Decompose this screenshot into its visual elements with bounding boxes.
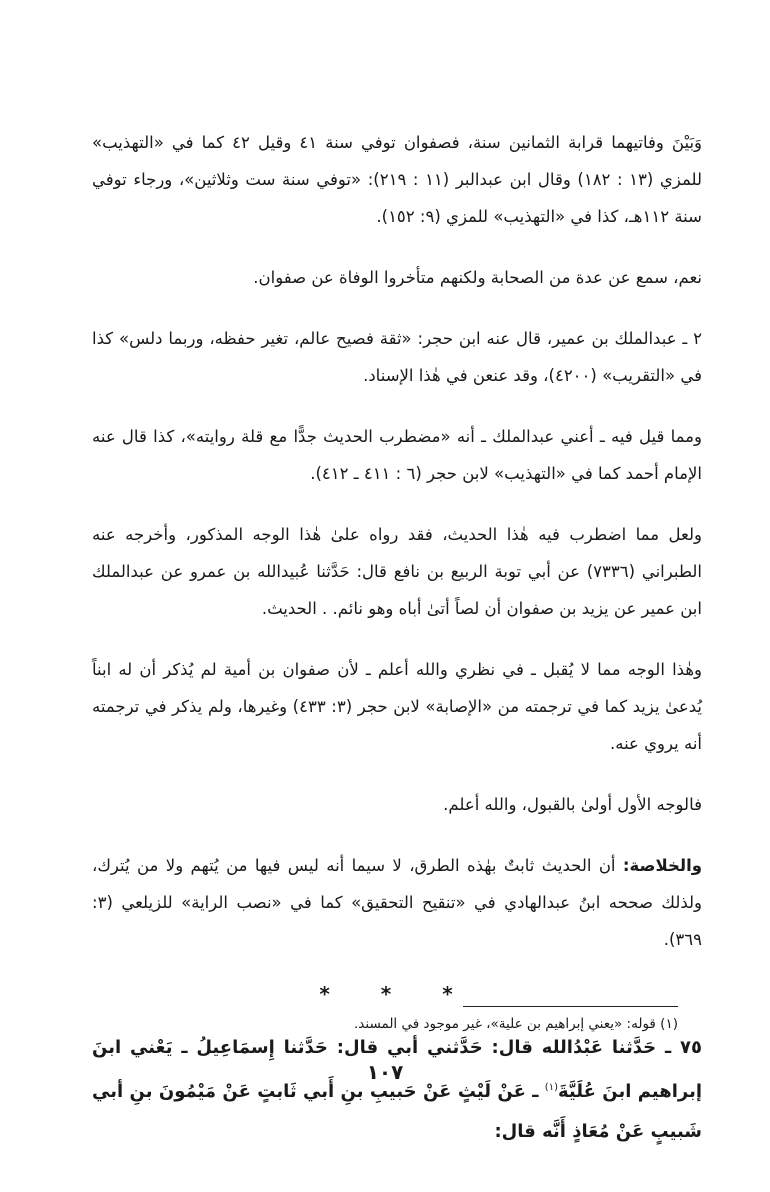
paragraph-tabarani: ولعل مما اضطرب فيه هٰذا الحديث، فقد رواه علىٰ هٰذا الوجه المذكور، وأخرجه عنه الطبراني (٧٣٣٦) عن أبي توبة الربيع بن نافع قال: حَدَّثنا عُبيدالله بن عمرو عن عبدالملك ابن عمير عن يزيد بن صفوان أن لصاً أتىٰ أباه وهو نائم. . الحديث. [92,525,702,618]
paragraph-death-dates: وَبَيْنَ وفاتيهما قرابة الثمانين سنة، فصفوان توفي سنة ٤١ وقيل ٤٢ كما في «التهذيب» للمزي (١٣ : ١٨٢) وقال ابن عبدالبر (١١ : ٢١٩): «توفي سنة ست وثلاثين»، ورجاء توفي سنة ١١٢هـ، كذا في «التهذيب» للمزي (٩: ١٥٢). [92,133,703,226]
footnote-divider [463,1006,678,1007]
paragraph-companions: نعم، سمع عن عدة من الصحابة ولكنهم متأخروا الوفاة عن صفوان. [253,268,702,287]
paragraph-conclusion [92,847,702,958]
conclusion-text: أن الحديث ثابتٌ بهٰذه الطرق، لا سيما أنه ليس فيها من يُتهم ولا من يُترك، ولذلك صححه ابنُ عبدالهادي في «تنقيح التحقيق» كما في «نصب الراية» للزيلعي (٣: ٣٦٩). [92,856,702,949]
hadith-chain-end: ـ عَنْ لَيْثٍ عَنْ حَبيبِ بنِ أَبي ثَابتٍ عَنْ مَيْمُونَ بنِ أبي شَبيبٍ عَنْ مُعَاذٍ أَنَّه قال: [92,1081,702,1142]
conclusion-label: والخلاصة: [622,856,702,875]
hadith-75 [92,1028,702,1152]
paragraph-rejection: وهٰذا الوجه مما لا يُقبل ـ في نظري والله أعلم ـ لأن صفوان بن أمية لم يُذكر أن له ابناً يُدعىٰ يزيد كما في ترجمته من «الإصابة» لابن حجر (٣: ٤٣٣) وغيرها، ولم يذكر في ترجمته أنه يروي عنه. [92,660,702,753]
paragraph-ahmad-opinion: ومما قيل فيه ـ أعني عبدالملك ـ أنه «مضطرب الحديث جدًّا مع قلة روايته»، كذا قال عنه الإمام أحمد كما في «التهذيب» لابن حجر (٦ : ٤١١ ـ ٤١٢). [92,427,702,483]
paragraph-first-preferred: فالوجه الأول أولىٰ بالقبول، والله أعلم. [443,795,702,814]
paragraph-abdulmalik: ٢ ـ عبدالملك بن عمير، قال عنه ابن حجر: «ثقة فصيح عالم، تغير حفظه، وربما دلس» كذا في «التقريب» (٤٢٠٠)، وقد عنعن في هٰذا الإسناد. [92,329,702,385]
page-body [92,124,702,1152]
hadith-chain-start: ٧٥ ـ حَدَّثنا عَبْدُالله قال: حَدَّثني أبي قال: حَدَّثنا إِسمَاعِيلُ ـ يَعْني ابنَ إبراهيم ابنَ عُلَيَّةَ [92,1037,702,1102]
footnote: (١) قوله: «يعني إبراهيم بن علية»، غير موجود في المسند. [354,1016,678,1032]
footnote-reference: (١) [544,1082,558,1093]
section-separator: * * * [319,982,475,1006]
page-number: ١٠٧ [366,1060,404,1084]
